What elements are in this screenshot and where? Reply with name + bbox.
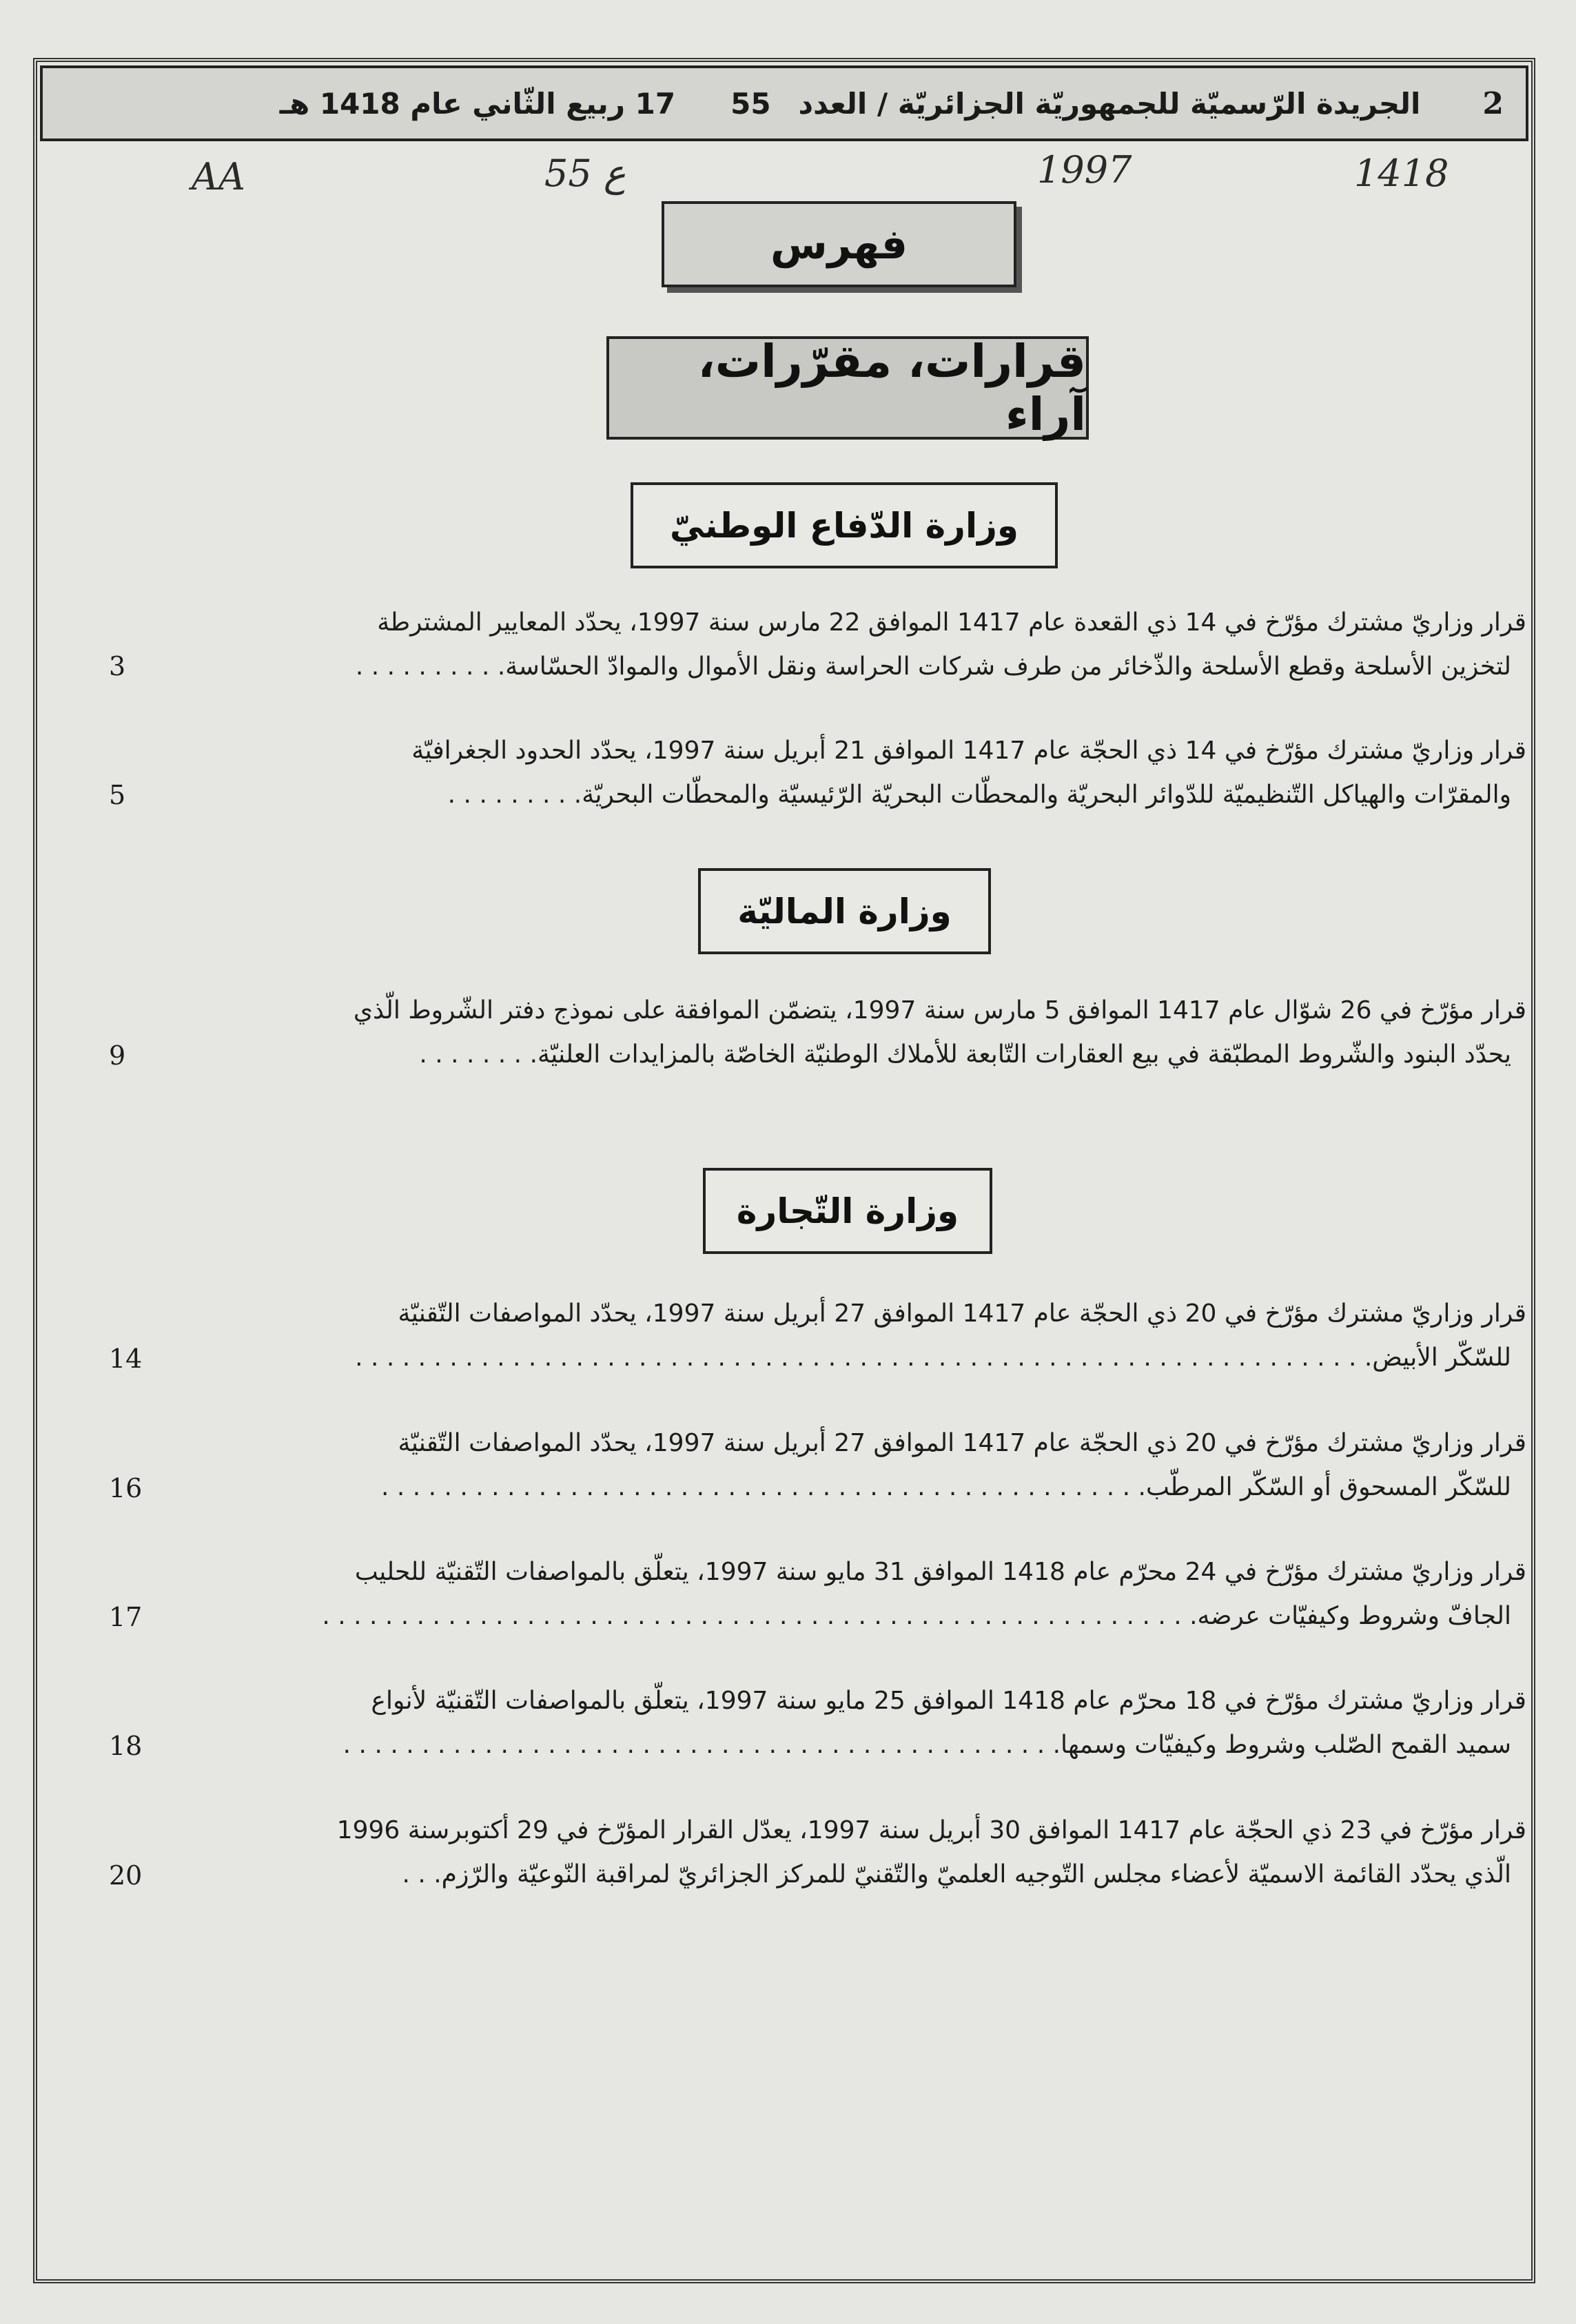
entry-text: قرار مؤرّخ في 26 شوّال عام 1417 الموافق 5 مارس سنة 1997، يتضمّن الموافقة على نموذج دفتر الشّروط الّذي	[353, 996, 1526, 1025]
index-entry	[103, 989, 1526, 1077]
entry-page-number: 14	[109, 1344, 143, 1374]
entry-page-number: 5	[109, 780, 126, 810]
handwritten-note: 1997	[1037, 148, 1132, 192]
ministry-heading-finance: وزارة الماليّة	[698, 868, 991, 954]
ministry-heading-defense: وزارة الدّفاع الوطنيّ	[631, 482, 1058, 568]
index-entry	[103, 601, 1526, 689]
index-entry	[103, 1421, 1526, 1510]
entry-text: قرار وزاريّ مشترك مؤرّخ في 24 محرّم عام 1418 الموافق 31 مايو سنة 1997، يتعلّق بالمواصفات التّقنيّة للحليب	[354, 1558, 1526, 1586]
header-title: الجريدة الرّسميّة للجمهوريّة الجزائريّة / العدد	[798, 86, 1421, 121]
handwritten-note: 1418	[1354, 152, 1449, 195]
entry-text: يحدّد البنود والشّروط المطبّقة في بيع العقارات التّابعة للأملاك الوطنيّة الخاصّة بالمزايدات العلنيّة. . . . . . . .	[419, 1040, 1511, 1069]
entry-page-number: 17	[109, 1602, 143, 1632]
header-date: 17 ربيع الثّاني عام 1418 هـ	[279, 86, 676, 121]
entry-text: للسّكّر الأبيض. . . . . . . . . . . . . . . . . . . . . . . . . . . . . . . . . . . . . . . . . . . . . . . . . . . . . . . . . . . . . . . . .	[355, 1344, 1511, 1372]
entry-text: قرار وزاريّ مشترك مؤرّخ في 18 محرّم عام 1418 الموافق 25 مايو سنة 1997، يتعلّق بالمواصفات التّقنيّة لأنواع	[371, 1687, 1526, 1715]
index-entry	[103, 1292, 1526, 1380]
index-entry	[103, 1550, 1526, 1638]
entry-text: قرار وزاريّ مشترك مؤرّخ في 14 ذي القعدة عام 1417 الموافق 22 مارس سنة 1997، يحدّد المعايير المشترطة	[377, 608, 1526, 637]
page-header	[40, 65, 1528, 141]
entry-page-number: 16	[109, 1473, 143, 1503]
entry-text: قرار وزاريّ مشترك مؤرّخ في 14 ذي الحجّة عام 1417 الموافق 21 أبريل سنة 1997، يحدّد الحدود الجغرافيّة	[411, 737, 1526, 765]
entry-text: قرار مؤرّخ في 23 ذي الحجّة عام 1417 الموافق 30 أبريل سنة 1997، يعدّل القرار المؤرّخ في 29 أكتوبرسنة 1996	[336, 1816, 1526, 1844]
entry-page-number: 18	[109, 1731, 143, 1761]
entry-page-number: 3	[109, 651, 126, 681]
entry-page-number: 9	[109, 1040, 126, 1071]
section-title: قرارات، مقرّرات، آراء	[606, 336, 1089, 440]
handwritten-note: ع 55	[544, 152, 626, 195]
entry-text: الجافّ وشروط وكيفيّات عرضه. . . . . . . . . . . . . . . . . . . . . . . . . . . . . . . . . . . . . . . . . . . . . . . . . . . . . . . .	[322, 1602, 1511, 1630]
ministry-heading-trade: وزارة التّجارة	[703, 1168, 992, 1254]
header-issue-number: 55	[730, 86, 771, 121]
index-entry	[103, 1679, 1526, 1767]
entry-text: الّذي يحدّد القائمة الاسميّة لأعضاء مجلس التّوجيه العلميّ والتّقنيّ للمركز الجزائريّ لمراقبة النّوعيّة والرّزم. . .	[402, 1860, 1511, 1889]
entry-text: سميد القمح الصّلب وشروط وكيفيّات وسمها. . . . . . . . . . . . . . . . . . . . . . . . . . . . . . . . . . . . . . . . . . . . . .	[342, 1731, 1511, 1759]
entry-page-number: 20	[109, 1860, 143, 1891]
entry-text: قرار وزاريّ مشترك مؤرّخ في 20 ذي الحجّة عام 1417 الموافق 27 أبريل سنة 1997، يحدّد المواصفات التّقنيّة	[398, 1429, 1526, 1457]
index-title: فهرس	[662, 201, 1016, 287]
handwritten-note: AA	[192, 155, 245, 198]
index-entry	[103, 729, 1526, 817]
index-entry	[103, 1809, 1526, 1897]
entry-text: والمقرّات والهياكل التّنظيميّة للدّوائر البحريّة والمحطّات البحريّة الرّئيسيّة والمحطّات البحريّة. . . . . . . . .	[447, 781, 1511, 809]
entry-text: قرار وزاريّ مشترك مؤرّخ في 20 ذي الحجّة عام 1417 الموافق 27 أبريل سنة 1997، يحدّد المواصفات التّقنيّة	[398, 1299, 1526, 1328]
entry-text: لتخزين الأسلحة وقطع الأسلحة والذّخائر من طرف شركات الحراسة ونقل الأموال والموادّ الحسّاسة. . . . . . . . . .	[355, 652, 1511, 681]
entry-text: للسّكّر المسحوق أو السّكّر المرطّب. . . . . . . . . . . . . . . . . . . . . . . . . . . . . . . . . . . . . . . . . . . . . . . . .	[380, 1473, 1511, 1501]
header-page-number: 2	[1482, 85, 1504, 121]
